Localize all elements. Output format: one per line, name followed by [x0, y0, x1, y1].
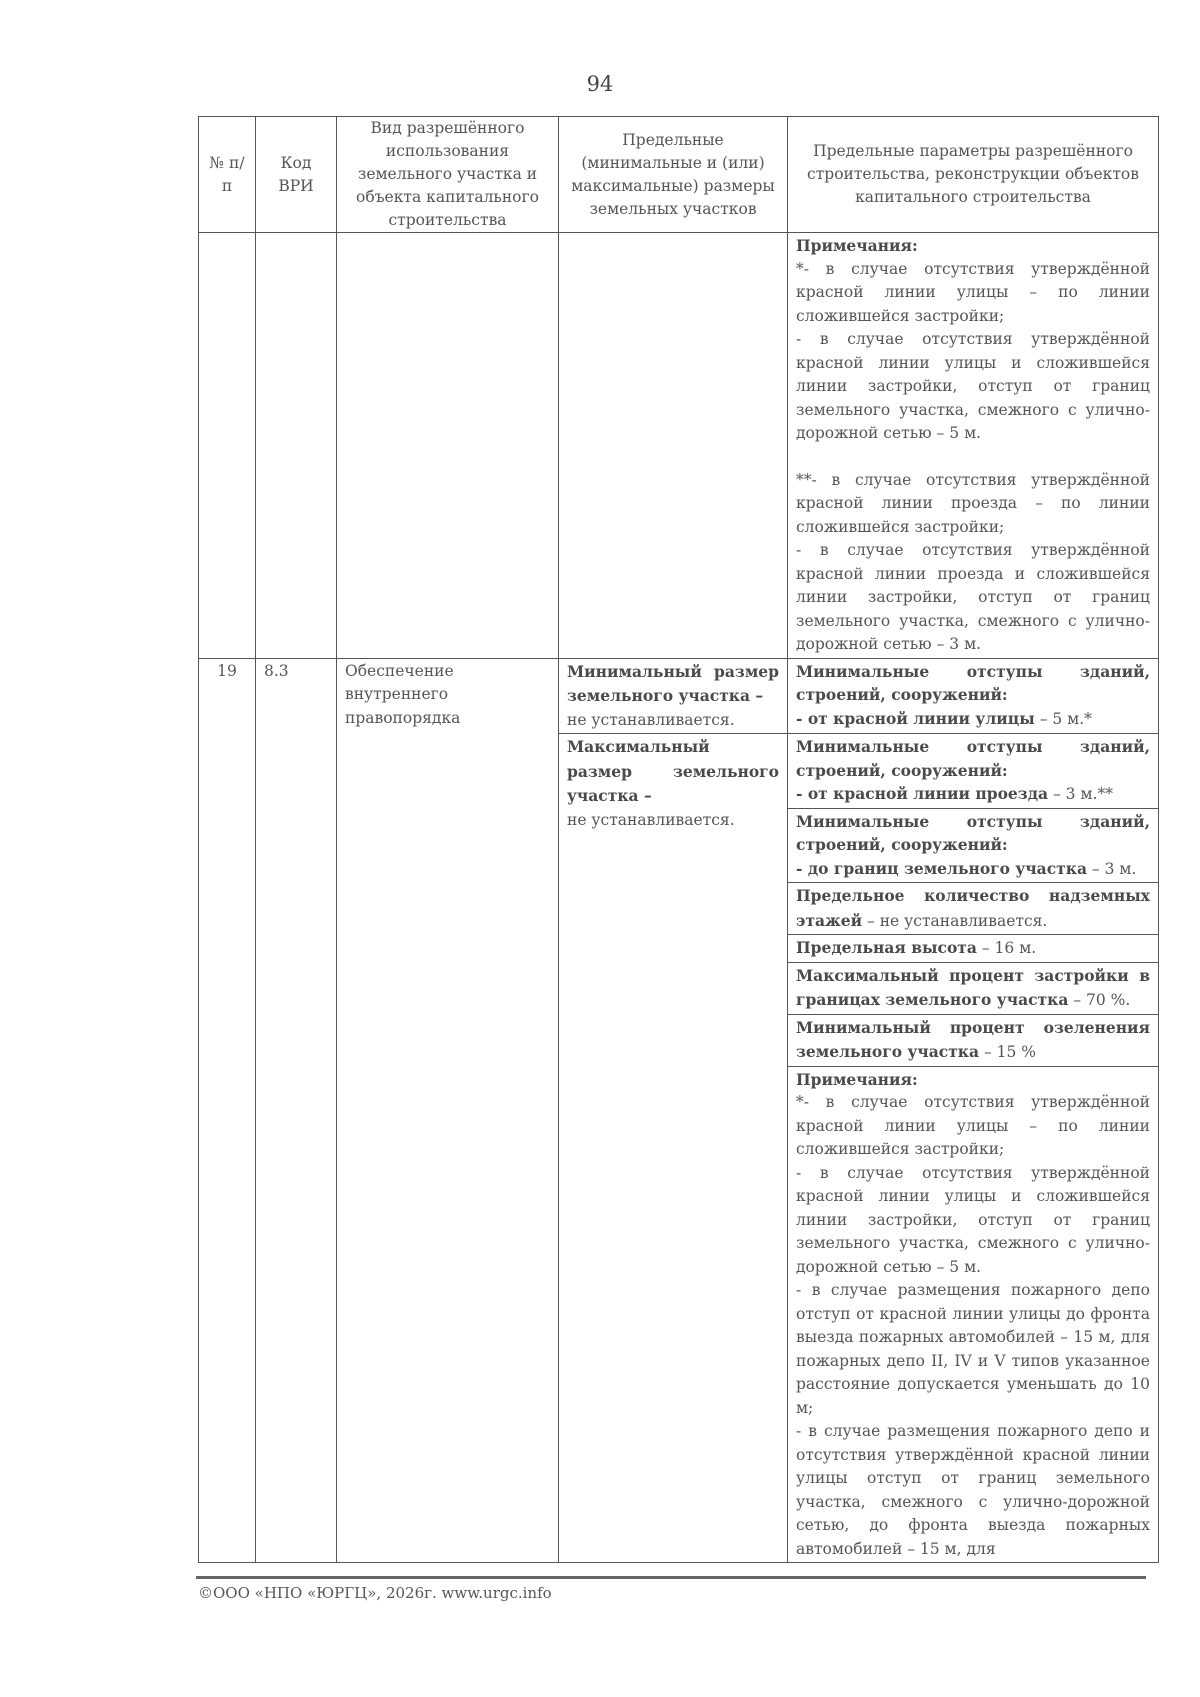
note-item: - в случае отсутствия утверждённой красной линии улицы и сложившейся линии застройки, отступ от границ земельного участка, смежного с улично-дорожной сетью – 5 м.: [796, 330, 1150, 442]
footer-copyright: ©ООО «НПО «ЮРГЦ», 2026г. www.urgc.info: [198, 1584, 552, 1602]
header-num: № п/п: [199, 117, 256, 233]
param-label: - от красной линии улицы: [796, 708, 1035, 728]
cell-notes: [788, 233, 1159, 659]
param-value: – 3 м.**: [1048, 785, 1113, 803]
param-value: – не устанавливается.: [862, 911, 1048, 930]
param-value: – 70 %.: [1068, 991, 1131, 1009]
note-item: *- в случае отсутствия утверждённой красной линии улицы – по линии сложившейся застройки;: [796, 259, 1150, 325]
min-size-cell: [559, 658, 788, 734]
note-item: - в случае отсутствия утверждённой красной линии проезда и сложившейся линии застройки, отступ от границ земельного участка, смежного с улично-дорожной сетью – 3 м.: [796, 541, 1150, 653]
row-code: 8.3: [256, 658, 337, 1563]
note-item: - в случае отсутствия утверждённой красной линии улицы и сложившейся линии застройки, отступ от границ земельного участка, смежного с улично-дорожной сетью – 5 м.: [796, 1163, 1150, 1276]
param-label: Минимальные отступы зданий, строений, сооружений:: [796, 661, 1150, 704]
param-label: - от красной линии проезда: [796, 784, 1049, 803]
table-row-continuation: [199, 233, 1159, 659]
param-label: Минимальные отступы зданий, строений, сооружений:: [796, 811, 1150, 854]
max-size-value: не устанавливается.: [567, 810, 735, 829]
cell-num: [199, 233, 256, 659]
note-item: **- в случае отсутствия утверждённой красной линии проезда – по линии сложившейся застройки;: [796, 470, 1150, 536]
note-item: - в случае размещения пожарного депо отступ от красной линии улицы до фронта выезда пожарных автомобилей – 15 м, для пожарных депо II, IV и V типов указанное расстояние допускается уменьшать до 10 м;: [796, 1281, 1150, 1417]
param-floors: [788, 883, 1159, 935]
param-coverage: [788, 962, 1159, 1014]
cell-sizes: [559, 233, 788, 659]
page-number: 94: [586, 72, 614, 96]
header-kind: Вид разрешённого использования земельного участка и объекта капитального строительства: [337, 117, 559, 233]
min-size-label: Минимальный размер земельного участка –: [567, 661, 779, 705]
param-label: Предельное количество надземных этажей: [796, 886, 1150, 930]
max-size-label: Максимальный размер земельного участка –: [567, 737, 779, 805]
row-number: 19: [199, 658, 256, 1563]
header-params: Предельные параметры разрешённого строительства, реконструкции объектов капитального строительства: [788, 117, 1159, 233]
cell-code: [256, 233, 337, 659]
param-value: – 15 %: [979, 1043, 1037, 1061]
header-code: Код ВРИ: [256, 117, 337, 233]
notes-title: Примечания:: [796, 1069, 918, 1089]
param-height: [788, 935, 1159, 963]
param-setback-driveway: [788, 734, 1159, 809]
param-value: – 5 м.*: [1034, 709, 1092, 728]
header-row: [199, 117, 1159, 233]
note-item: *- в случае отсутствия утверждённой красной линии улицы – по линии сложившейся застройки;: [796, 1093, 1150, 1158]
param-setback-boundary: [788, 808, 1159, 883]
param-setback-street: [788, 658, 1159, 734]
zoning-table: [198, 116, 1159, 1563]
param-value: – 3 м.: [1087, 859, 1137, 878]
param-label: Предельная высота: [796, 938, 977, 957]
header-sizes: Предельные (минимальные и (или) максимальные) размеры земельных участков: [559, 117, 788, 233]
note-item: - в случае размещения пожарного депо и отсутствия утверждённой красной линии улицы отступ от границ земельного участка, смежного с улично-дорожной сетью, до фронта выезда пожарных автомобилей – 15 м, для: [796, 1422, 1150, 1558]
param-greening: [788, 1014, 1159, 1066]
row-kind: Обеспечение внутреннего правопорядка: [337, 658, 559, 1563]
cell-notes: [788, 1066, 1159, 1563]
param-label: Минимальный процент озеленения земельного участка: [796, 1017, 1150, 1061]
max-size-cell: [559, 734, 788, 1563]
cell-kind: [337, 233, 559, 659]
min-size-value: не устанавливается.: [567, 710, 735, 729]
param-label: - до границ земельного участка: [796, 858, 1087, 878]
table-row-19: [199, 658, 1159, 734]
param-label: Максимальный процент застройки в границах земельного участка: [796, 965, 1150, 1009]
param-value: – 16 м.: [976, 939, 1037, 957]
notes-title: Примечания:: [796, 236, 918, 255]
footer-divider: [196, 1576, 1146, 1579]
param-label: Минимальные отступы зданий, строений, сооружений:: [796, 737, 1150, 780]
